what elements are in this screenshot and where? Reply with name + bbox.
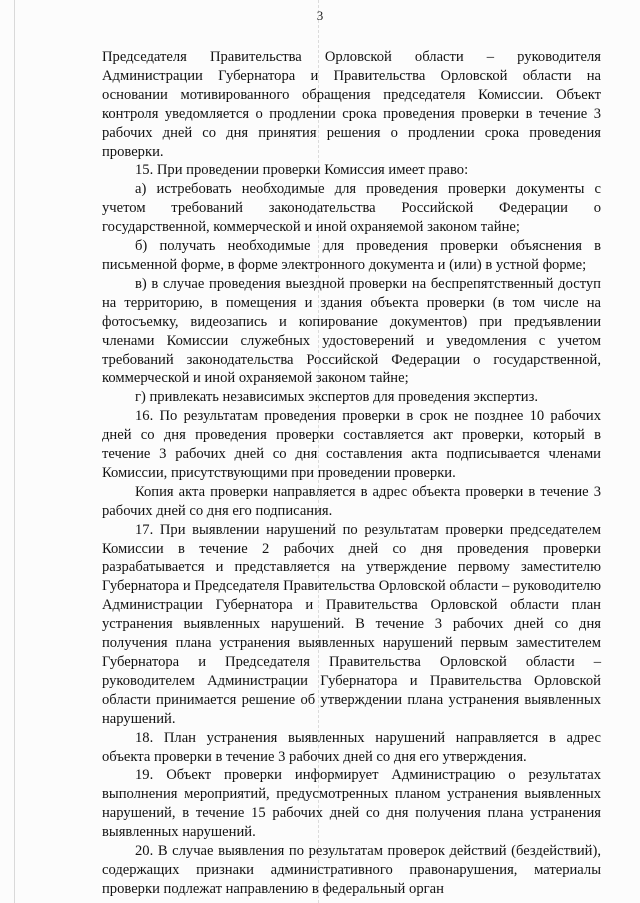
paragraph-item-19: 19. Объект проверки информирует Администрацию о результатах выполнения мероприятий, предусмотренных планом устранения выявленных нарушений, в течение 15 рабочих дней со дня получения плана устранения выявленных нарушений. <box>102 767 601 841</box>
paragraph-subitem-b: б) получать необходимые для проведения проверки объяснения в письменной форме, в форме электронного документа и (или) в устной форме; <box>102 238 601 273</box>
paragraph-subitem-g: г) привлекать независимых экспертов для проведения экспертиз. <box>135 389 538 406</box>
paragraph-subitem-v: в) в случае проведения выездной проверки на беспрепятственный доступ на территорию, в помещения и здания объекта проверки (в том числе на фотосъемку, видеозапись и копирование документов) при предъявлении членами Комиссии служебных удостоверений и уведомления с учетом требований законодательства Российской Федерации о государственной, коммерческой и иной охраняемой законом тайне; <box>102 275 601 387</box>
paragraph-copy-act: Копия акта проверки направляется в адрес объекта проверки в течение 3 рабочих дней со дня его подписания. <box>102 483 601 519</box>
paragraph-continuation: Председателя Правительства Орловской области – руководителя Администрации Губернатора и Правительства Орловской области на основании мотивированного обращения председателя Комиссии. Объект контроля уведомляется о продлении срока проведения проверки в течение 3 рабочих дней со дня принятия решения о продлении срока проведения проверки. <box>102 49 601 160</box>
paragraph-item-18: 18. План устранения выявленных нарушений направляется в адрес объекта проверки в течение 3 рабочих дней со дня его утверждения. <box>102 729 601 765</box>
page-number: 3 <box>316 8 324 23</box>
paragraph-item-17: 17. При выявлении нарушений по результатам проверки председателем Комиссии в течение 2 рабочих дней со дня проведения проверки разрабатывается и представляется на утверждение первому заместителю Губернатора и Председателя Правительства Орловской области – руководителю Администрации Губернатора и Правительства Орловской области план устранения выявленных нарушений. В течение 3 рабочих дней со дня получения плана устранения выявленных нарушений первым заместителем Губернатора и Председателя Правительства Орловской области – руководителем Администрации Губернатора и Правительства Орловской области принимается решение об утверждении плана устранения выявленных нарушений. <box>102 521 601 727</box>
paragraph-item-20: 20. В случае выявления по результатам проверок действий (бездействий), содержащих признаки административного правонарушения, материалы проверки подлежат направлению в федеральный орган <box>102 843 601 897</box>
paragraph-item-16: 16. По результатам проведения проверки в срок не позднее 10 рабочих дней со дня проведения проверки составляется акт проверки, который в течение 3 рабочих дней со дня составления акта подписывается членами Комиссии, присутствующими при проведении проверки. <box>102 408 601 481</box>
paragraph-item-15: 15. При проведении проверки Комиссия имеет право: <box>135 162 469 179</box>
scan-edge <box>14 0 15 903</box>
document-body <box>102 48 601 899</box>
paragraph-subitem-a: а) истребовать необходимые для проведения проверки документы с учетом требований законодательства Российской Федерации о государственной, коммерческой и иной охраняемой законом тайне; <box>102 181 601 236</box>
